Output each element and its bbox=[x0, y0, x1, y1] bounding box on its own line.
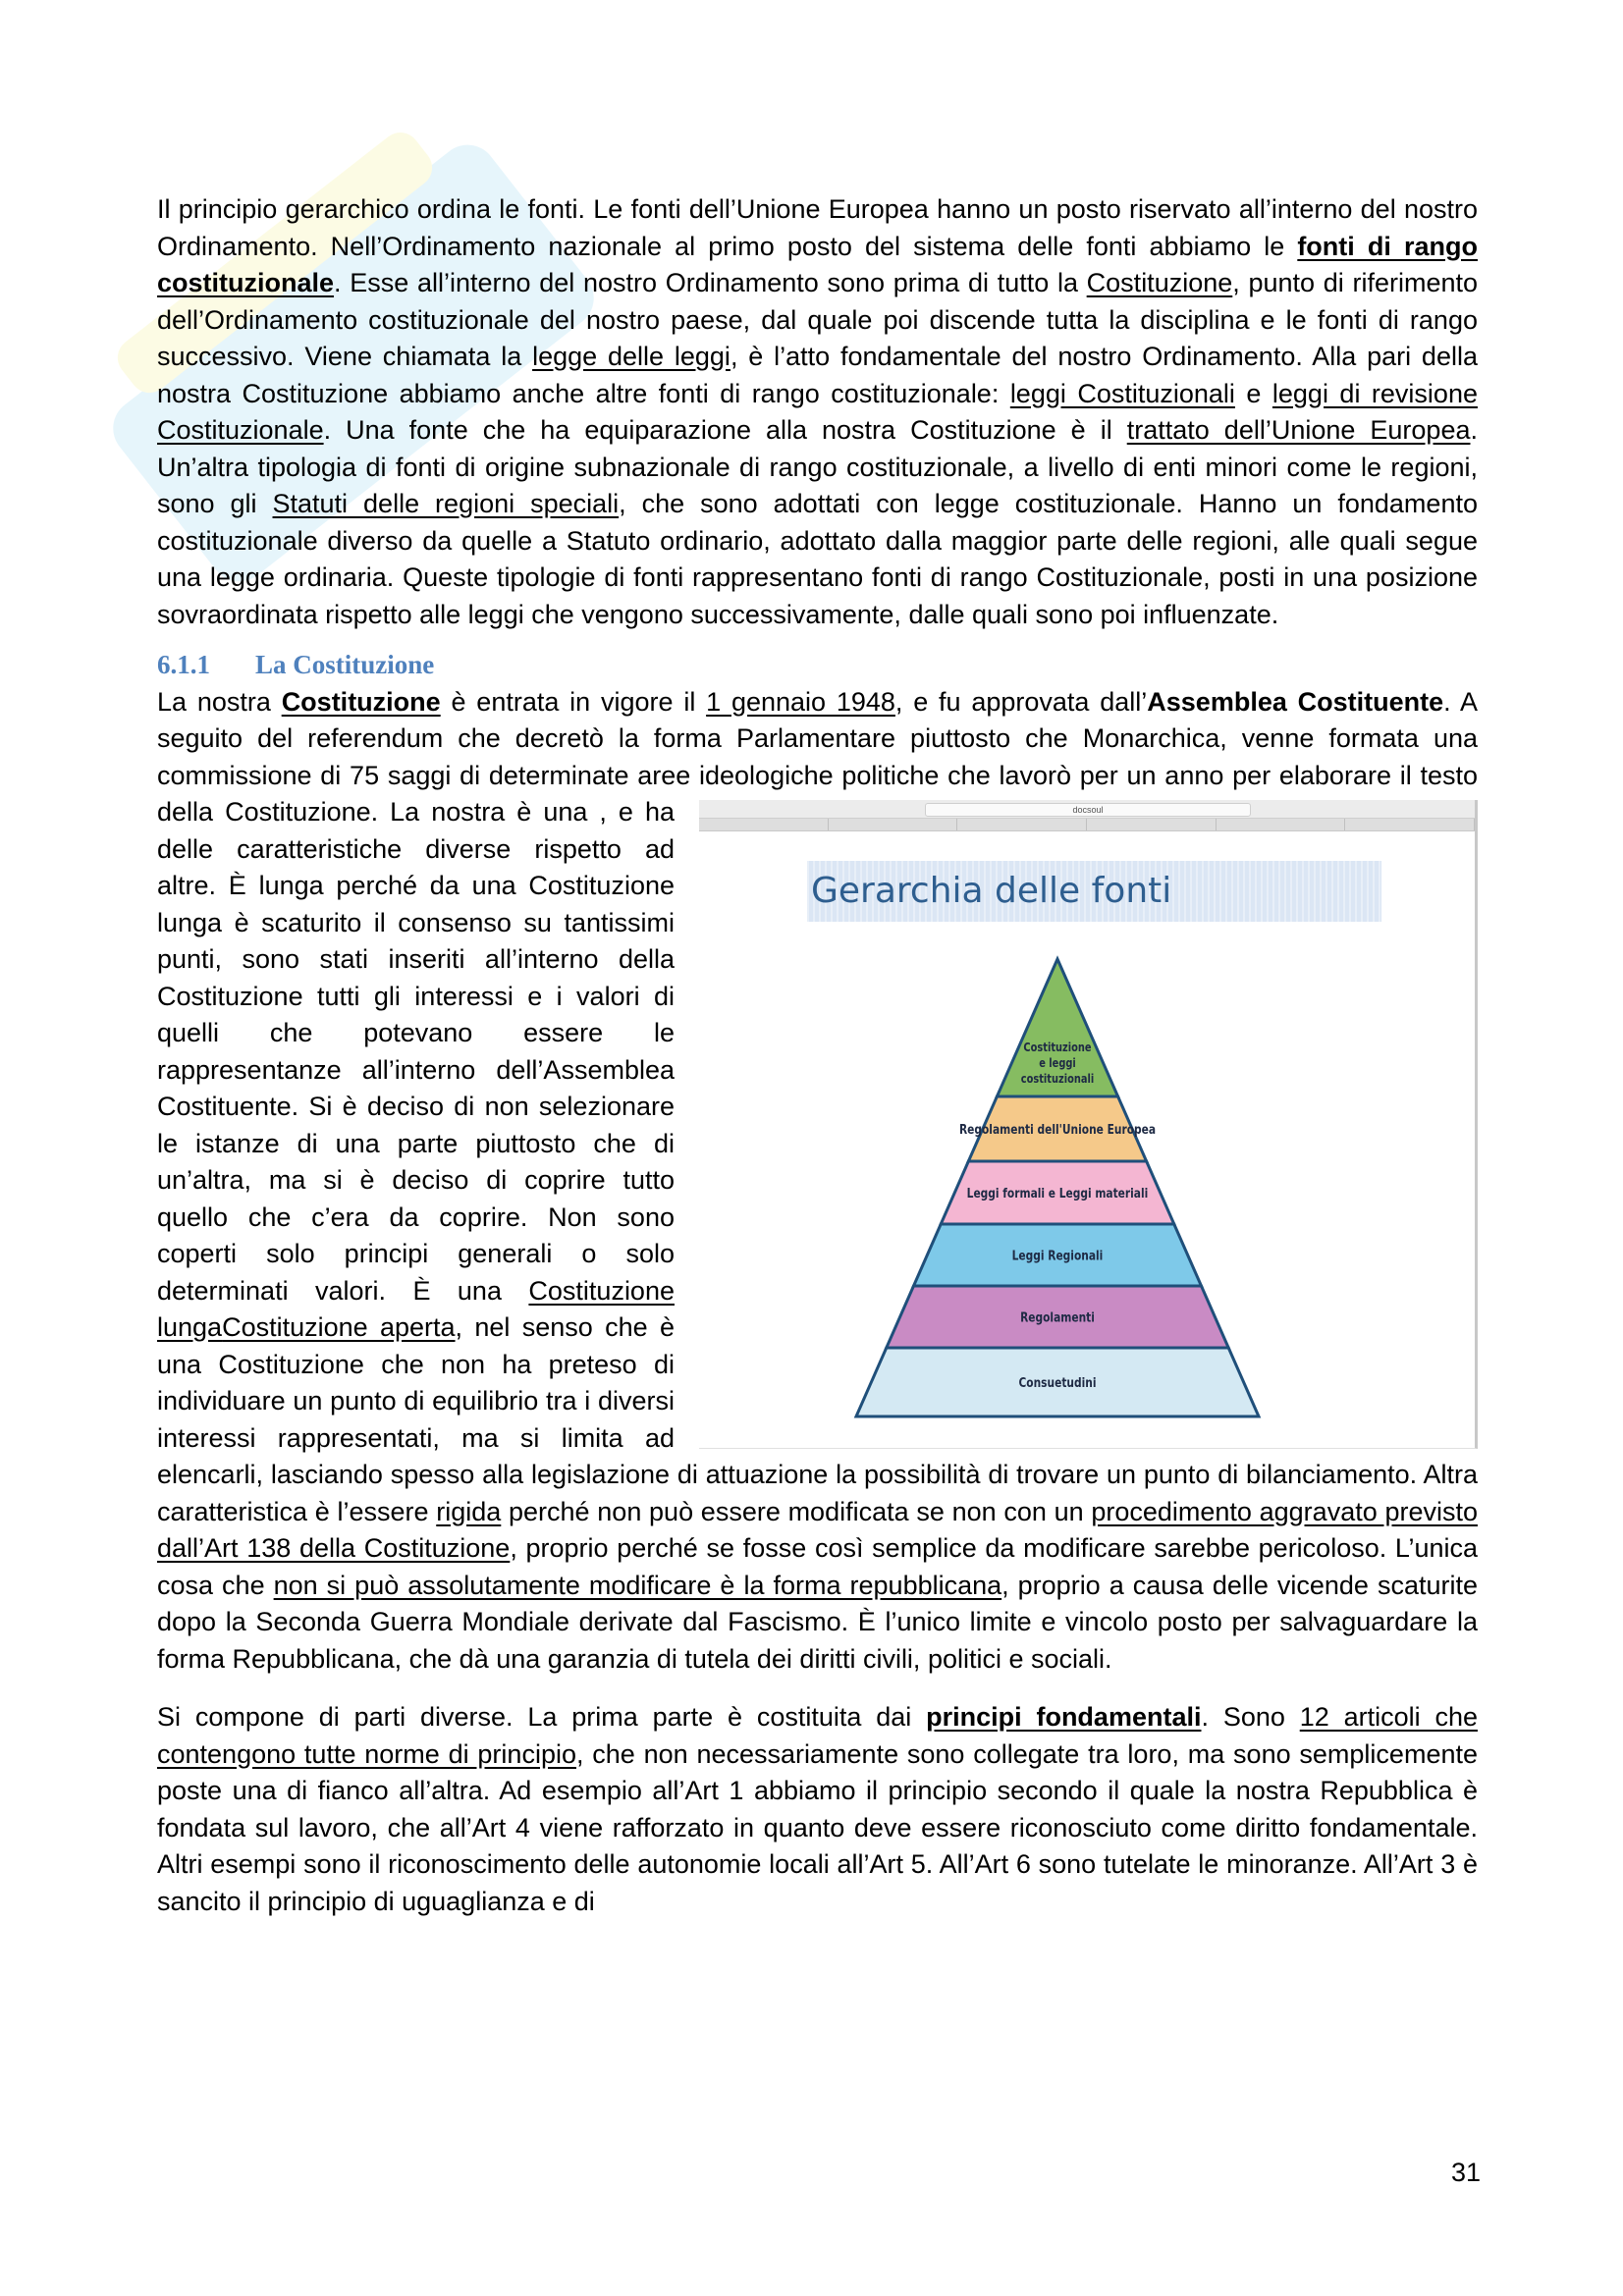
term-costituzione-aperta: Costituzione aperta bbox=[222, 1312, 456, 1342]
term-assemblea-costituente: Assemblea Costituente bbox=[1147, 686, 1444, 717]
section-number: 6.1.1 bbox=[157, 650, 210, 679]
link-statuti-regioni: Statuti delle regioni speciali bbox=[272, 489, 620, 518]
pyramid-label-2: Regolamenti dell'Unione Europea bbox=[958, 1121, 1157, 1138]
pyramid-label-1: e leggi bbox=[1039, 1056, 1076, 1071]
term-12-articoli: 12 articoli che contengono tutte norme di principio bbox=[157, 1702, 1479, 1769]
paragraph-costituzione: La nostra Costituzione è entrata in vigore il 1 gennaio 1948, e fu approvata dall’Assemblea Costituente. A seguito del referendum che decretò la forma Parlamentare piuttosto che Monarchica, venne formata una commissione di 75 saggi di determinate aree ideologiche politiche che lavorò per un anno per elaborare il testo della Costituzione. La nostra è una docsoul Gerarchia delle fonti Costituzione e leggi costituzionali Regolamenti dell'Unione Europea Leggi formali e Leggi materiali Leggi Regionali Regolamenti Consuetudini , e ha delle caratteristiche diverse rispetto ad altre. È lunga perché da una Costituzione lunga è scaturito il consenso su tantissimi punti, sono stati inseriti all’interno della Costituzione tutti gli interessi e i valori di quelli che potevano essere le rappresentanze all’interno dell’Assemblea Costituente. Si è deciso di non selezionare le istanze di una parte piuttosto che di un’altra, ma si è deciso di coprire tutto quello che c’era da coprire. Non sono coperti solo principi generali o solo determinati valori. È una Costituzione lungaCostituzione aperta, nel senso che è una Costituzione che non ha preteso di individuare un punto di equilibrio tra i diversi interessi rappresentati, ma si limita ad elencarli, lasciando spesso alla legislazione di attuazione la possibilità di trovare un punto di bilanciamento. Altra caratteristica è l’essere rigida perché non può essere modificata se non con un procedimento aggravato previsto dall’Art 138 della Costituzione, proprio perché se fosse così semplice da modificare sarebbe pericoloso. L’unica cosa che non si può assolutamente modificare è la forma repubblicana, proprio a causa delle vicende scaturite dopo la Seconda Guerra Mondiale derivate dal Fascismo. È l’unico limite e vincolo posto per salvaguardare la forma Repubblicana, che dà una garanzia di tutela dei diritti civili, politici e sociali. bbox=[157, 686, 1478, 1674]
page-body bbox=[157, 191, 1478, 1920]
link-leggi-revisione: leggi di revisione Costituzionale bbox=[157, 378, 1478, 445]
paragraph-fonti: Il principio gerarchico ordina le fonti. Le fonti dell’Unione Europea hanno un posto riservato all’interno del nostro Ordinamento. Nell’Ordinamento nazionale al primo posto del sistema delle fonti abbiamo le fonti di rango costituzionale. Esse all’interno del nostro Ordinamento sono prima di tutto la Costituzione, punto di riferimento dell’Ordinamento costituzionale del nostro paese, dal quale poi discende tutta la disciplina e le fonti di rango successivo. Viene chiamata la legge delle leggi, è l’atto fondamentale del nostro Ordinamento. Alla pari della nostra Costituzione abbiamo anche altre fonti di rango costituzionale: leggi Costituzionali e leggi di revisione Costituzionale. Una fonte che ha equiparazione alla nostra Costituzione è il trattato dell’Unione Europea. Un’altra tipologia di fonti di origine subnazionale di rango costituzionale, a livello di enti minori come le regioni, sono gli Statuti delle regioni speciali, che sono adottati con legge costituzionale. Hanno un fondamento costituzionale diverso da quelle a Statuto ordinario, adottato dalla maggior parte delle regioni, alle quali segue una legge ordinaria. Queste tipologie di fonti rappresentano fonti di rango Costituzionale, posti in una posizione sovraordinata rispetto alle leggi che vengono successivamente, dalle quali sono poi influenzate. bbox=[157, 194, 1479, 629]
link-leggi-costituzionali: leggi Costituzionali bbox=[1009, 378, 1235, 408]
pyramid-label-6: Consuetudini bbox=[1018, 1374, 1097, 1391]
figure-gerarchia-fonti bbox=[699, 800, 1478, 1449]
page-number: 31 bbox=[1450, 2158, 1481, 2187]
date-1-gennaio-1948: 1 gennaio 1948 bbox=[706, 686, 895, 717]
pyramid-label-1: costituzionali bbox=[1020, 1072, 1095, 1087]
term-rigida: rigida bbox=[436, 1496, 502, 1526]
link-costituzione: Costituzione bbox=[1086, 268, 1233, 297]
term-forma-repubblicana: non si può assolutamente modificare è la forma repubblicana bbox=[273, 1570, 1002, 1600]
pyramid-label-4: Leggi Regionali bbox=[1011, 1248, 1104, 1263]
term-costituzione-lunga: Costituzione lunga bbox=[157, 1275, 675, 1342]
link-legge-delle-leggi: legge delle leggi bbox=[532, 342, 730, 371]
section-title: La Costituzione bbox=[255, 650, 435, 679]
browser-url: docsoul bbox=[925, 803, 1251, 817]
section-heading bbox=[157, 647, 1478, 684]
link-trattato-ue: trattato dell’Unione Europea bbox=[1126, 415, 1471, 445]
term-principi-fondamentali: principi fondamentali bbox=[926, 1702, 1202, 1732]
pyramid-diagram bbox=[699, 800, 1475, 1448]
term-costituzione: Costituzione bbox=[281, 686, 441, 717]
term-procedimento-aggravato: procedimento aggravato previsto dall’Art 138 della Costituzione bbox=[157, 1496, 1478, 1563]
slide-title: Gerarchia delle fonti bbox=[807, 861, 1381, 922]
pyramid-label-3: Leggi formali e Leggi materiali bbox=[966, 1185, 1149, 1201]
pyramid-label-5: Regolamenti bbox=[1020, 1309, 1095, 1325]
link-fonti-rango-costituzionale: fonti di rango costituzionale bbox=[157, 231, 1478, 297]
paragraph-principi: Si compone di parti diverse. La prima parte è costituita dai principi fondamentali. Sono 12 articoli che contengono tutte norme di principio, che non necessariamente sono collegate tra loro, ma sono semplicemente poste una di fianco all’altra. Ad esempio all’Art 1 abbiamo il principio secondo il quale la nostra Repubblica è fondata sul lavoro, che all’Art 4 viene rafforzato in quanto deve essere riconosciuto come diritto fondamentale. Altri esempi sono il riconoscimento delle autonomie locali all’Art 5. All’Art 6 sono tutelate le minoranze. All’Art 3 è sancito il principio di uguaglianza e di bbox=[157, 1702, 1479, 1916]
pyramid-label-1: Costituzione bbox=[1023, 1041, 1092, 1055]
